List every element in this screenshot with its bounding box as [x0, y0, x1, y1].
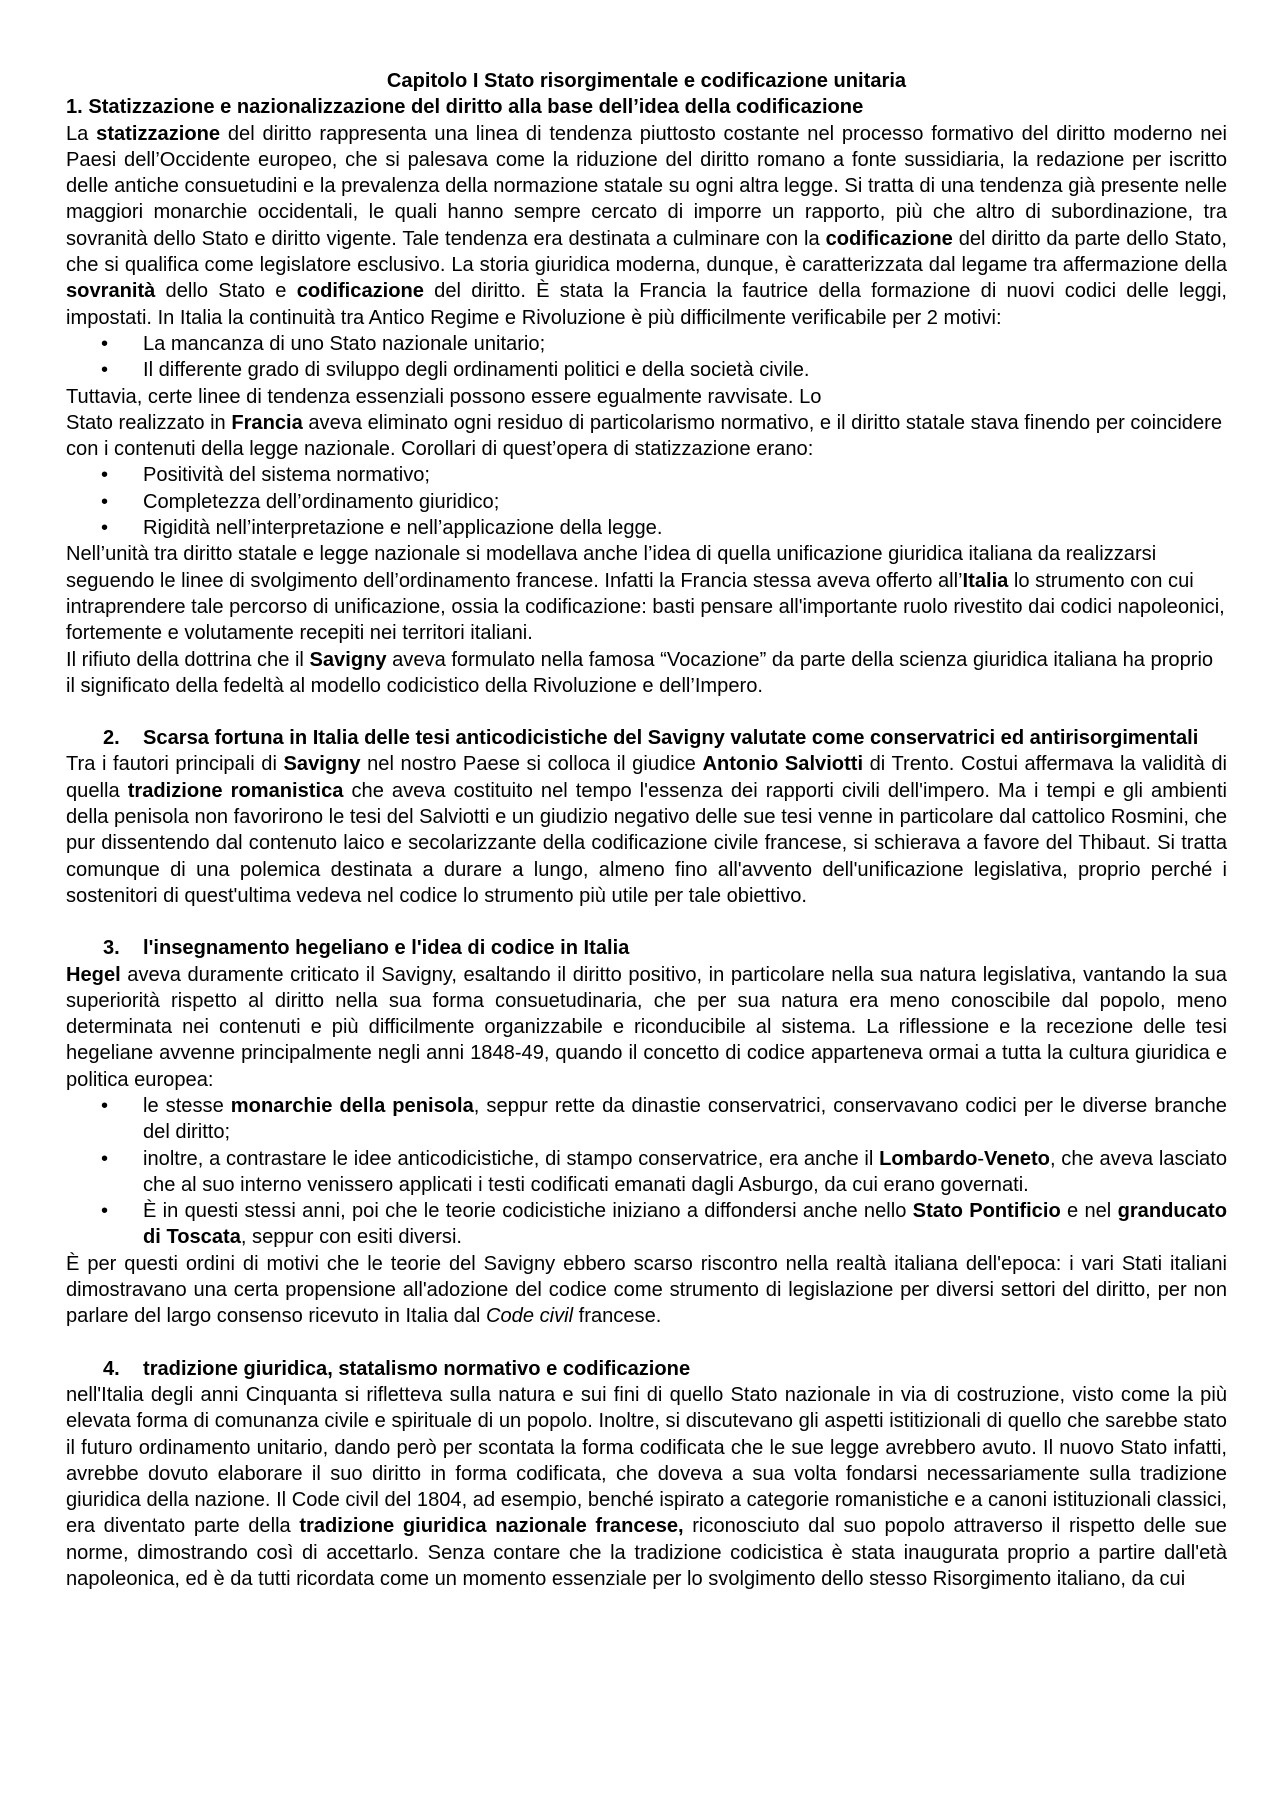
section-1-paragraph-3: Nell’unità tra diritto statale e legge nazionale si modellava anche l’idea di quella unificazione giuridica italiana da realizzarsi seguendo le linee di svolgimento dell’ordinamento francese. Infatti la Francia stessa aveva offerto all’Italia lo strumento con cui intraprendere tale percorso di unificazione, ossia la codificazione: basti pensare all'importante ruolo rivestito dai codici napoleonici, fortemente e volutamente recepiti nei territori italiani.	[66, 543, 1225, 645]
list-item: • le stesse monarchie della penisola, seppur rette da dinastie conservatrici, conservavano codici per le diverse branche del diritto;	[101, 1094, 1227, 1144]
section-1-paragraph-2: Stato realizzato in Francia aveva eliminato ogni residuo di particolarismo normativo, e il diritto statale stava finendo per coincidere con i contenuti della legge nazionale. Corollari di quest’opera di statizzazione erano:	[66, 411, 1222, 461]
section-3-heading: 3. l'insegnamento hegeliano e l'idea di codice in Italia	[103, 937, 630, 960]
bullet-icon: •	[101, 359, 109, 382]
corollaries-list	[66, 462, 1227, 541]
list-item: • Rigidità nell’interpretazione e nell’applicazione della legge.	[66, 515, 1227, 541]
section-3-paragraph-2: È per questi ordini di motivi che le teorie del Savigny ebbero scarso riscontro nella realtà italiana dell'epoca: i vari Stati italiani dimostravano una certa propensione all'adozione del codice come strumento di legislazione per diversi settori del diritto, per non parlare del largo consenso ricevuto in Italia dal Code civil francese.	[66, 1252, 1227, 1328]
section-2-heading: 2. Scarsa fortuna in Italia delle tesi anticodicistiche del Savigny valutate come conservatrici ed antirisorgimentali	[103, 727, 1199, 750]
section-2-paragraph: Tra i fautori principali di Savigny nel nostro Paese si colloca il giudice Antonio Salviotti di Trento. Costui affermava la validità di quella tradizione romanistica che aveva costituito nel tempo l'essenza dei rapporti civili dell'impero. Ma i tempi e gli ambienti della penisola non favorirono le tesi del Salviotti e un giudizio negativo delle sue tesi venne in particolare dal cattolico Rosmini, che pur dissentendo dal contenuto laico e secolarizzante della codificazione civile francese, si schierava a favore del Thibaut. Si tratta comunque di una polemica destinata a durare a lungo, almeno fino all'avvento dell'unificazione legislativa, proprio perché i sostenitori di quest'ultima vedeva nel codice lo strumento più utile per tale obiettivo.	[66, 753, 1228, 907]
list-item: • La mancanza di uno Stato nazionale unitario;	[66, 331, 1227, 357]
reasons-list	[66, 331, 1227, 384]
section-1-paragraph-1: La statizzazione del diritto rappresenta una linea di tendenza piuttosto costante nel processo formativo del diritto moderno nei Paesi dell’Occidente europeo, che si palesava come la riduzione del diritto romano a fonte sussidiaria, la redazione per iscritto delle antiche consuetudini e la prevalenza della normazione statale su ogni altra legge. Si tratta di una tendenza già presente nelle maggiori monarchie occidentali, le quali hanno sempre cercato di imporre un rapporto, più che altro di subordinazione, tra sovranità dello Stato e diritto vigente. Tale tendenza era destinata a culminare con la codificazione del diritto da parte dello Stato, che si qualifica come legislatore esclusivo. La storia giuridica moderna, dunque, è caratterizzata dal legame tra affermazione della sovranità dello Stato e codificazione del diritto. È stata la Francia la fautrice della formazione di nuovi codici delle leggi, impostati. In Italia la continuità tra Antico Regime e Rivoluzione è più difficilmente verificabile per 2 motivi:	[66, 122, 1228, 329]
bullet-icon: •	[101, 464, 109, 487]
section-1-paragraph-2-line: Tuttavia, certe linee di tendenza essenziali possono essere egualmente ravvisate. Lo	[66, 385, 822, 408]
bullet-icon: •	[101, 1094, 109, 1117]
bullet-icon: •	[101, 1147, 109, 1170]
bullet-icon: •	[101, 490, 109, 513]
list-item: • Positività del sistema normativo;	[66, 462, 1227, 488]
bullet-icon: •	[101, 517, 109, 540]
list-item: • inoltre, a contrastare le idee anticodicistiche, di stampo conservatrice, era anche il Lombardo-Veneto, che aveva lasciato che al suo interno venissero applicati i testi codificati emanati dagli Asburgo, da cui erano governati.	[101, 1147, 1227, 1196]
bullet-icon: •	[101, 332, 109, 355]
states-list	[66, 1093, 1227, 1251]
section-3-paragraph-1: Hegel aveva duramente criticato il Savigny, esaltando il diritto positivo, in particolare nella sua natura legislativa, vantando la sua superiorità rispetto al diritto nella sua forma consuetudinaria, che per sua natura era meno conoscibile dal popolo, meno determinata nei contenuti e più difficilmente organizzabile e riconducibile al sistema. La riflessione e la recezione delle tesi hegeliane avvenne principalmente negli anni 1848-49, quando il concetto di codice apparteneva ormai a tutta la cultura giuridica e politica europea:	[66, 963, 1227, 1091]
list-item: • Il differente grado di sviluppo degli ordinamenti politici e della società civile.	[66, 357, 1227, 383]
list-item: • Completezza dell’ordinamento giuridico;	[66, 489, 1227, 515]
section-4-heading: 4. tradizione giuridica, statalismo normativo e codificazione	[103, 1357, 691, 1380]
section-4-paragraph: nell'Italia degli anni Cinquanta si rifletteva sulla natura e sui fini di quello Stato nazionale in via di costruzione, visto come la più elevata forma di comunanza civile e spirituale di un popolo. Inoltre, si discutevano gli aspetti istitizionali di quello che sarebbe stato il futuro ordinamento unitario, dando però per scontata la forma codificata che le sue legge avrebbero avuto. Il nuovo Stato infatti, avrebbe dovuto elaborare il suo diritto in forma codificata, che doveva a sua volta fondarsi necessariamente sulla tradizione giuridica della nazione. Il Code civil del 1804, ad esempio, benché ispirato a categorie romanistiche e a canoni istituzionali classici, era diventato parte della tradizione giuridica nazionale francese, riconosciuto dal suo popolo attraverso il rispetto delle sue norme, dimostrando così di accettarlo. Senza contare che la tradizione codicistica è stata inaugurata proprio a partire dall'età napoleonica, ed è da tutti ricordata come un momento essenziale per lo svolgimento dello stesso Risorgimento italiano, da cui	[66, 1383, 1227, 1591]
section-1-heading: 1. Statizzazione e nazionalizzazione del diritto alla base dell’idea della codificazione	[66, 96, 864, 119]
chapter-title: Capitolo I Stato risorgimentale e codificazione unitaria	[386, 70, 907, 92]
section-1-paragraph-4: Il rifiuto della dottrina che il Savigny aveva formulato nella famosa “Vocazione” da parte della scienza giuridica italiana ha proprio il significato della fedeltà al modello codicistico della Rivoluzione e dell’Impero.	[66, 648, 1214, 697]
list-item: • È in questi stessi anni, poi che le teorie codicistiche iniziano a diffondersi anche nello Stato Pontificio e nel granducato di Toscata, seppur con esiti diversi.	[101, 1200, 1227, 1249]
bullet-icon: •	[101, 1200, 109, 1223]
